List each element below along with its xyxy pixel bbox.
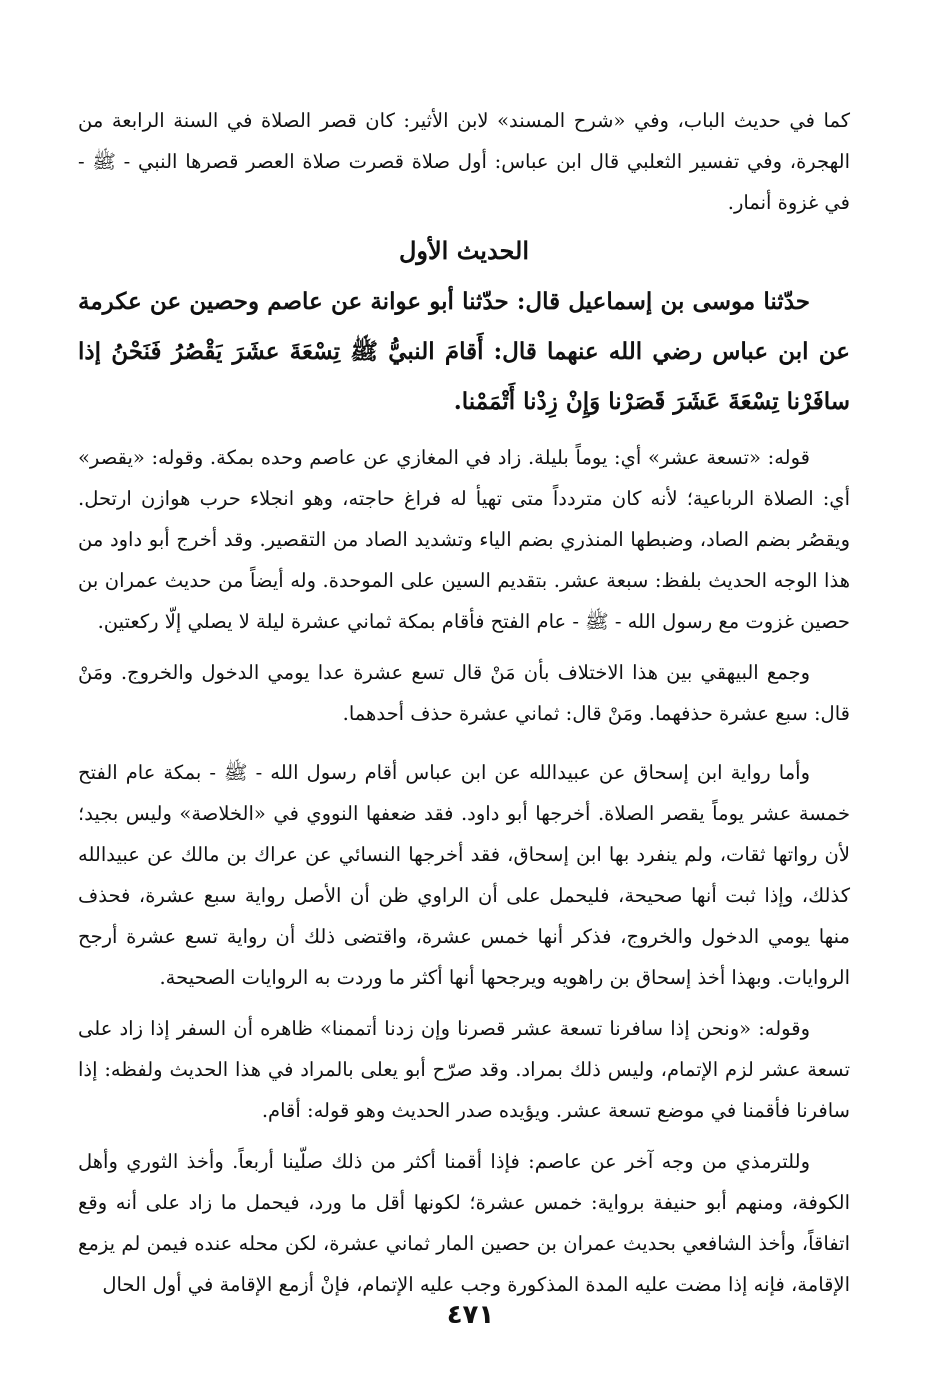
- commentary-paragraph: وقوله: «ونحن إذا سافرنا تسعة عشر قصرنا وإن زدنا أتممنا» ظاهره أن السفر إذا زاد على تسعة عشر لزم الإتمام، وليس ذلك بمراد. وقد صرّح أبو يعلى بالمراد في هذا الحديث ولفظه: إذا سافرنا فأقمنا في موضع تسعة عشر. ويؤيده صدر الحديث وهو قوله: أقام.: [78, 1017, 850, 1122]
- hadith-text: حدّثنا موسى بن إسماعيل قال: حدّثنا أبو عوانة عن عاصم وحصين عن عكرمة عن ابن عباس رضي الله عنهما قال: أَقامَ النبيُّ ﷺ تِسْعَةَ عشَرَ يَقْصُرُ فَنَحْنُ إذا سافَرْنا تِسْعَةَ عَشَرَ قَصَرْنا وَإِنْ زِدْنا أَتْمَمْنا.: [78, 288, 850, 415]
- commentary-paragraph: وجمع البيهقي بين هذا الاختلاف بأن مَنْ قال تسع عشرة عدا يومي الدخول والخروج. ومَنْ قال: سبع عشرة حذفهما. ومَنْ قال: ثماني عشرة حذف أحدهما.: [78, 661, 850, 725]
- intro-paragraph: كما في حديث الباب، وفي «شرح المسند» لابن الأثير: كان قصر الصلاة في السنة الرابعة من الهجرة، وفي تفسير الثعلبي قال ابن عباس: أول صلاة قصرت صلاة العصر قصرها النبي - ﷺ - في غزوة أنمار.: [78, 109, 850, 214]
- page-number: ٤٧١: [446, 1300, 495, 1330]
- section-heading: الحديث الأول: [398, 236, 530, 265]
- commentary-paragraph: قوله: «تسعة عشر» أي: يوماً بليلة. زاد في المغازي عن عاصم وحده بمكة. وقوله: «يقصر» أي: الصلاة الرباعية؛ لأنه كان متردداً متى تهيأ له فراغ حاجته، وهو انجلاء حرب هوازن ارتحل. ويقصُر بضم الصاد، وضبطها المنذري بضم الياء وتشديد الصاد من التقصير. وقد أخرج أبو داود من هذا الوجه الحديث بلفظ: سبعة عشر. بتقديم السين على الموحدة. وله أيضاً من حديث عمران بن حصين غزوت مع رسول الله - ﷺ - عام الفتح فأقام بمكة ثماني عشرة ليلة لا يصلي إلّا ركعتين.: [78, 446, 850, 633]
- page-body: [78, 100, 850, 1305]
- commentary-paragraph: وللترمذي من وجه آخر عن عاصم: فإذا أقمنا أكثر من ذلك صلّينا أربعاً. وأخذ الثوري وأهل الكوفة، ومنهم أبو حنيفة برواية: خمس عشرة؛ لكونها أقل ما ورد، فيحمل ما زاد على أنه وقع اتفاقاً، وأخذ الشافعي بحديث عمران بن حصين المار ثماني عشرة، لكن محله عنده فيمن لم يزمع الإقامة، فإنه إذا مضت عليه المدة المذكورة وجب عليه الإتمام، فإنْ أزمع الإقامة في أول الحال: [78, 1150, 850, 1296]
- commentary-paragraph: وأما رواية ابن إسحاق عن عبيدالله عن ابن عباس أقام رسول الله - ﷺ - بمكة عام الفتح خمسة عشر يوماً يقصر الصلاة. أخرجها أبو داود. فقد ضعفها النووي في «الخلاصة» وليس بجيد؛ لأن رواتها ثقات، ولم ينفرد بها ابن إسحاق، فقد أخرجها النسائي عن عراك بن مالك عن عبيدالله كذلك، وإذا ثبت أنها صحيحة، فليحمل على أن الراوي ظن أن الأصل رواية سبع عشرة، فحذف منها يومي الدخول والخروج، فذكر أنها خمس عشرة، واقتضى ذلك أن رواية تسع عشرة أرجح الروايات. وبهذا أخذ إسحاق بن راهويه ويرجحها أنها أكثر ما وردت به الروايات الصحيحة.: [78, 761, 850, 989]
